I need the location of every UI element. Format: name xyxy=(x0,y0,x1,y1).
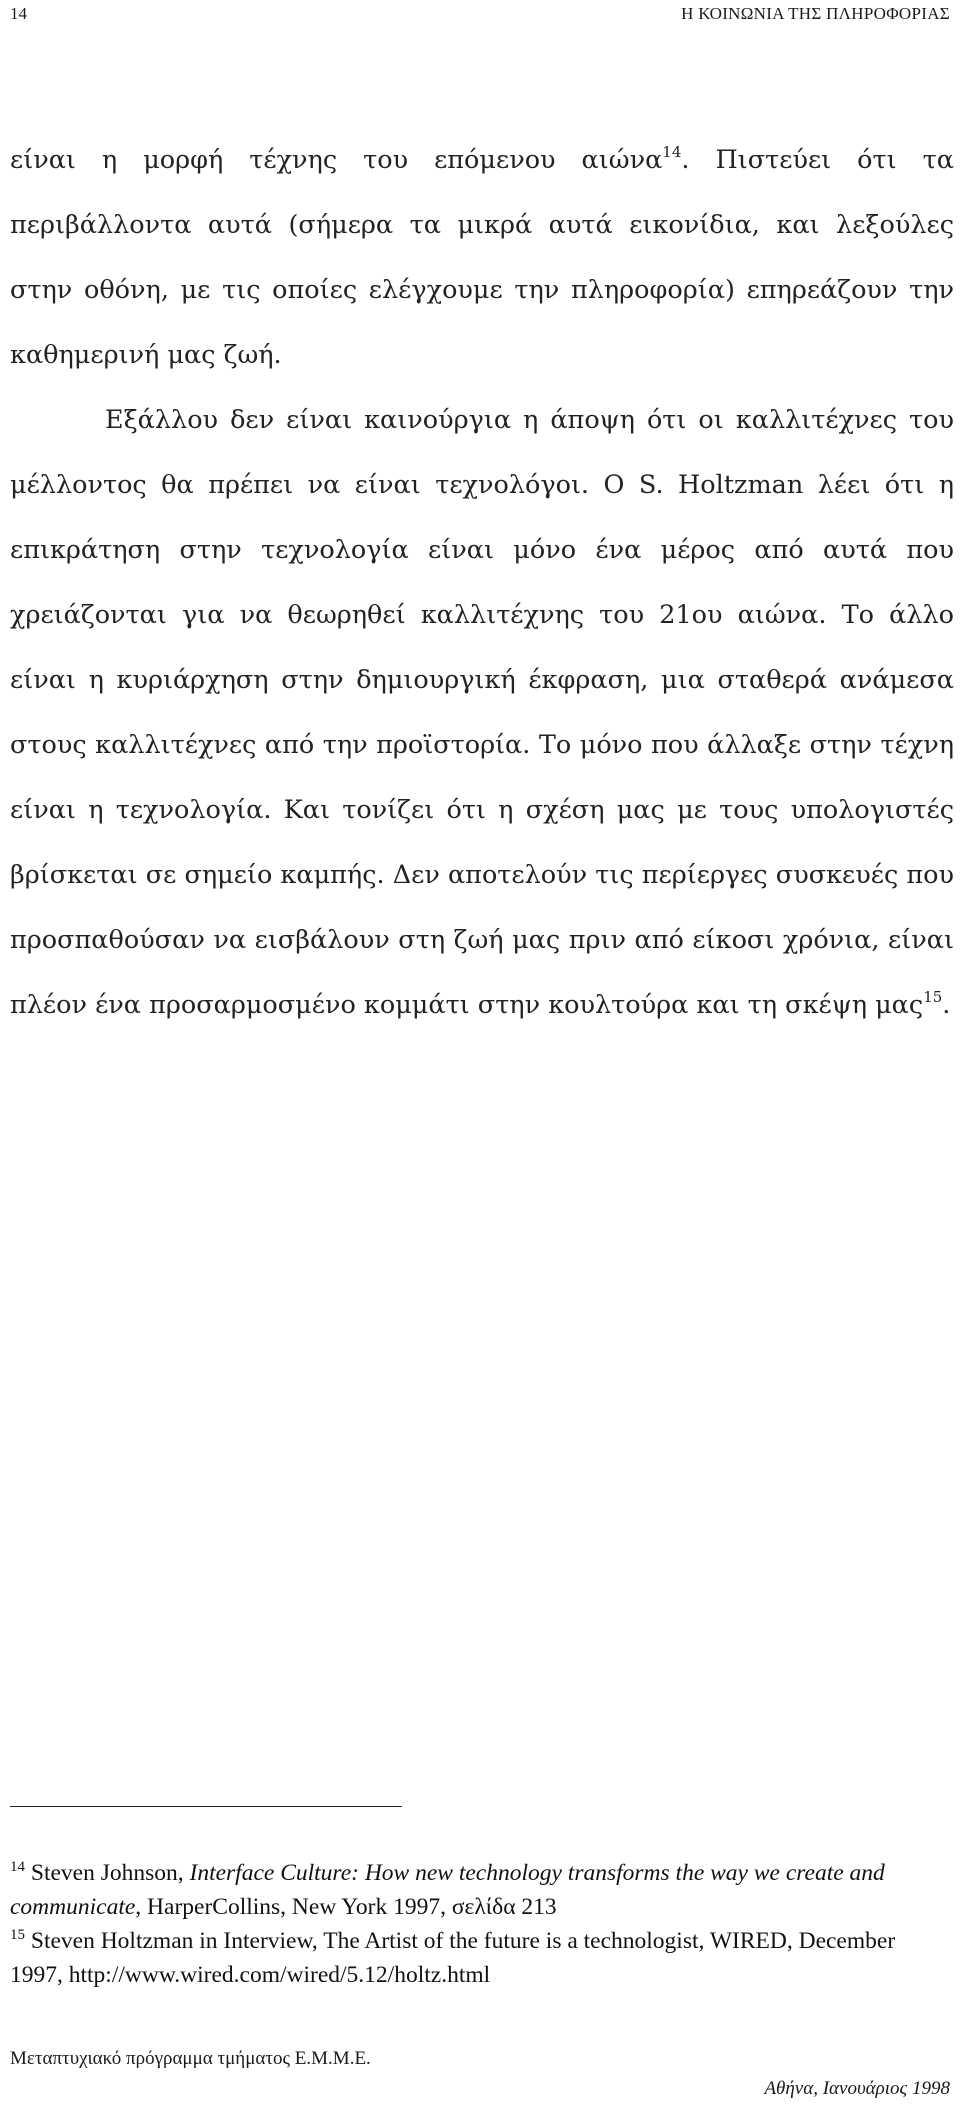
footer-date: Αθήνα, Ιανουάριος 1998 xyxy=(764,2078,950,2099)
paragraph-2-text: Εξάλλου δεν είναι καινούργια η άποψη ότι οι καλλιτέχνες του μέλλοντος θα πρέπει να είναι τεχνολόγοι. Ο S. Holtzman λέει ότι η επικράτηση στην τεχνολογία είναι μόνο ένα μέρος από αυτά που χρειάζονται για να θεωρηθεί καλλιτέχνης του 21ου αιώνα. Το άλλο είναι η κυριάρχηση στην δημιουργική έκφραση, μια σταθερά ανάμεσα στους καλλιτέχνες από την προϊστορία. Το μόνο που άλλαξε στην τέχνη είναι η τεχνολογία. Και τονίζει ότι η σχέση μας με τους υπολογιστές βρίσκεται σε σημείο καμπής. Δεν αποτελούν τις περίεργες συσκευές που προσπαθούσαν να εισβάλουν στη ζωή μας πριν από είκοσι χρόνια, είναι πλέον ένα προσαρμοσμένο κομμάτι στην κουλτούρα και τη σκέψη μας xyxy=(10,405,954,1020)
footnote-14-rest: , HarperCollins, New York 1997, σελίδα 213 xyxy=(135,1894,557,1920)
paragraph-2 xyxy=(10,388,954,1038)
footnote-15 xyxy=(10,1924,950,1992)
footnotes xyxy=(10,1856,950,1992)
paragraph-2-end: . xyxy=(942,990,951,1020)
footnote-separator xyxy=(10,1806,402,1807)
footnote-14-title: Interface Culture: How new technology transforms the way we create and communicate xyxy=(10,1860,885,1920)
footnote-14 xyxy=(10,1856,950,1924)
footnote-14-number: 14 xyxy=(10,1859,25,1875)
paragraph-1 xyxy=(10,128,954,388)
footnote-14-author: Steven Johnson, xyxy=(25,1860,190,1886)
paragraph-1-text: είναι η μορφή τέχνης του επόμενου αιώνα xyxy=(10,145,663,175)
body-text xyxy=(10,128,954,1038)
footer-program: Μεταπτυχιακό πρόγραμμα τμήματος Ε.Μ.Μ.Ε. xyxy=(10,2048,371,2069)
footnote-ref-14[interactable]: 14 xyxy=(662,143,682,161)
paragraph-1-rest: . Πιστεύει ότι τα περιβάλλοντα αυτά (σήμερα τα μικρά αυτά εικονίδια, και λεξούλες στην οθόνη, με τις οποίες ελέγχουμε την πληροφορία) επηρεάζουν την καθημερινή μας ζωή. xyxy=(10,145,954,370)
page-number: 14 xyxy=(10,4,27,23)
footnote-15-text: Steven Holtzman in Interview, The Artist of the future is a technologist, WIRED, December 1997, http://www.wired.com/wired/5.12/holtz.html xyxy=(10,1928,896,1988)
footnote-15-number: 15 xyxy=(10,1927,25,1943)
footnote-ref-15[interactable]: 15 xyxy=(923,988,943,1006)
page-header xyxy=(10,0,950,30)
running-title: Η ΚΟΙΝΩΝΙΑ ΤΗΣ ΠΛΗΡΟΦΟΡΙΑΣ xyxy=(681,4,950,23)
